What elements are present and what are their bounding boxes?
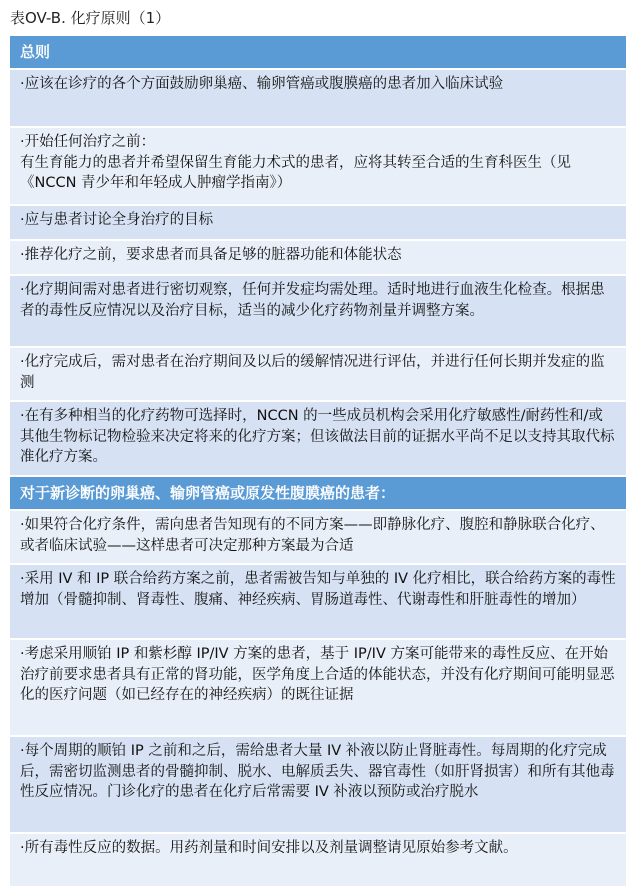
section-header-general: 总则: [10, 36, 626, 70]
principles-table: [10, 36, 626, 888]
table-row: ·考虑采用顺铂 IP 和紫杉醇 IP/IV 方案的患者，基于 IP/IV 方案可能带来的毒性反应、在开始治疗前要求患者具有正常的肾功能，医学角度上合适的体能状态，并没有化疗期间可能明显恶化的医疗问题（如已经存在的神经疾病）的既往证据: [10, 640, 626, 737]
table-row: ·推荐化疗之前，要求患者而具备足够的脏器功能和体能状态: [10, 241, 626, 276]
table-row: ·应与患者讨论全身治疗的目标: [10, 206, 626, 241]
table-row: ·所有毒性反应的数据。用药剂量和时间安排以及剂量调整请见原始参考文献。: [10, 834, 626, 888]
table-row: ·每个周期的顺铂 IP 之前和之后，需给患者大量 IV 补液以防止肾脏毒性。每周期的化疗完成后，需密切监测患者的骨髓抑制、脱水、电解质丢失、器官毒性（如肝肾损害）和所有其他毒性反应情况。门诊化疗的患者在化疗后常需要 IV 补液以预防或治疗脱水: [10, 737, 626, 834]
table-row: ·采用 IV 和 IP 联合给药方案之前，患者需被告知与单独的 IV 化疗相比，联合给药方案的毒性增加（骨髓抑制、肾毒性、腹痛、神经疾病、胃肠道毒性、代谢毒性和肝脏毒性的增加）: [10, 565, 626, 640]
table-row: ·开始任何治疗之前： 有生育能力的患者并希望保留生育能力术式的患者，应将其转至合适的生育科医生（见《NCCN 青少年和年轻成人肿瘤学指南》）: [10, 128, 626, 206]
section-header-newly-diagnosed: 对于新诊断的卵巢癌、输卵管癌或原发性腹膜癌的患者：: [10, 477, 626, 511]
table-row: ·应该在诊疗的各个方面鼓励卵巢癌、输卵管癌或腹膜癌的患者加入临床试验: [10, 70, 626, 128]
table-row: ·在有多种相当的化疗药物可选择时，NCCN 的一些成员机构会采用化疗敏感性/耐药性和/或其他生物标记物检验来决定将来的化疗方案；但该做法目前的证据水平尚不足以支持其取代标准化疗方案。: [10, 402, 626, 477]
table-row: ·如果符合化疗条件，需向患者告知现有的不同方案——即静脉化疗、腹腔和静脉联合化疗、或者临床试验——这样患者可决定那种方案最为合适: [10, 511, 626, 565]
page-title: 表OV-B. 化疗原则（1）: [10, 9, 171, 27]
table-row: ·化疗期间需对患者进行密切观察，任何并发症均需处理。适时地进行血液生化检查。根据患者的毒性反应情况以及治疗目标，适当的减少化疗药物剂量并调整方案。: [10, 276, 626, 348]
table-row: ·化疗完成后，需对患者在治疗期间及以后的缓解情况进行评估，并进行任何长期并发症的监测: [10, 348, 626, 402]
